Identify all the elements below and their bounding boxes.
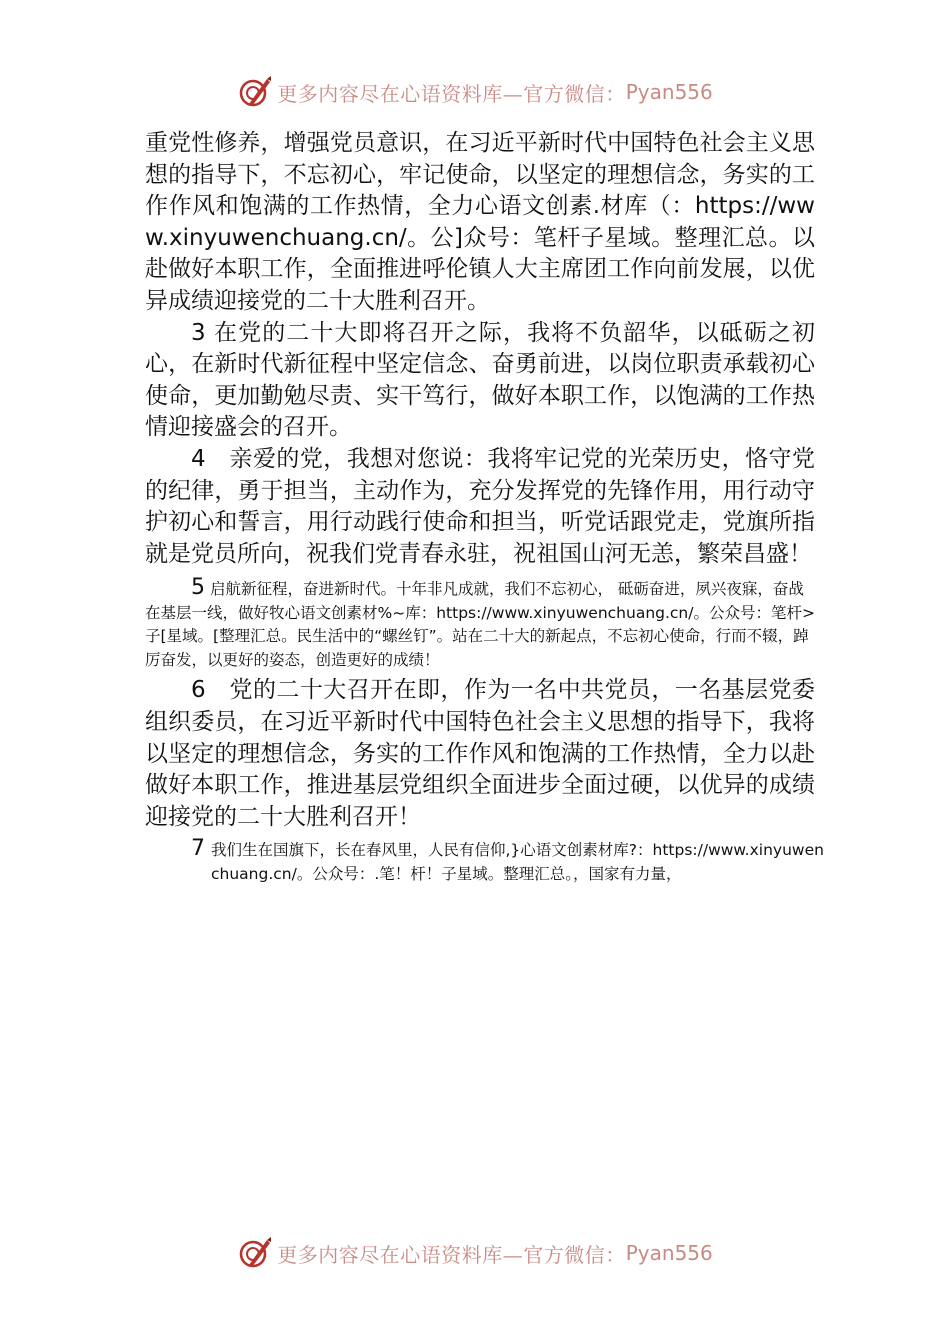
paragraph-6: 6 党的二十大召开在即，作为一名中共党员，一名基层党委组织委员，在习近平新时代中国特色社会主义思想的指导下，我将以坚定的理想信念，务实的工作作风和饱满的工作热情，全力以赴做好本职工作，推进基层党组织全面进步全面过硬，以优异的成绩迎接党的二十大胜利召开！ — [145, 677, 815, 830]
banner-text: 更多内容尽在心语资料库—官方微信： — [277, 81, 626, 106]
banner-wechat-id: Pyan556 — [625, 1241, 713, 1265]
banner-text: 更多内容尽在心语资料库—官方微信： — [277, 1242, 626, 1267]
paragraph-5-text: 启航新征程，奋进新时代。十年非凡成就，我们不忘初心， 砥砺奋进，夙兴夜寐，奋战在基层一线，做好牧心语文创素材%~库：https://www.xinyuwenchuang.cn/。公众号：笔杆>子[星域。[整理汇总。民生活中的“螺丝钉”。站在二十大的新起点，不忘初心使命，行而不辍，踔厉奋发，以更好的姿态，创造更好的成绩！ — [145, 580, 815, 669]
header-watermark-banner — [0, 72, 950, 112]
paragraph-intro: 重党性修养，增强党员意识，在习近平新时代中国特色社会主义思想的指导下，不忘初心，牢记使命，以坚定的理想信念，务实的工作作风和饱满的工作热情，全力心语文创素.材库（：https://www.xinyuwenchuang.cn/。公]众号：笔杆子星域。整理汇总。以赴做好本职工作，全面推进呼伦镇人大主席团工作向前发展，以优异成绩迎接党的二十大胜利召开。 — [145, 130, 815, 314]
paragraph-7-number: 7 — [191, 836, 205, 862]
paragraph-7 — [145, 837, 831, 886]
paragraph-4: 4 亲爱的党，我想对您说：我将牢记党的光荣历史，恪守党的纪律，勇于担当，主动作为，充分发挥党的先锋作用，用行动守护初心和誓言，用行动践行使命和担当，听党话跟党走，党旗所指就是党员所向，祝我们党青春永驻，祝祖国山河无恙，繁荣昌盛！ — [145, 445, 815, 567]
document-body — [145, 128, 824, 886]
pen-logo-icon — [237, 1235, 273, 1271]
pen-logo-icon — [237, 74, 273, 110]
paragraph-7-text: 我们生在国旗下，长在春风里，人民有信仰,}心语文创素材库?：https://www.xinyuwenchuang.cn/。公众号：.笔！杆！子星域。整理汇总。，国家有力量， — [211, 841, 824, 883]
banner-wechat-id: Pyan556 — [625, 80, 713, 104]
paragraph-3: 3 在党的二十大即将召开之际，我将不负韶华，以砥砺之初心，在新时代新征程中坚定信念、奋勇前进，以岗位职责承载初心使命，更加勤勉尽责、实干笃行，做好本职工作，以饱满的工作热情迎接盛会的召开。 — [145, 319, 815, 441]
paragraph-5 — [145, 576, 815, 672]
footer-watermark-banner — [0, 1233, 950, 1273]
paragraph-5-number: 5 — [191, 575, 205, 601]
